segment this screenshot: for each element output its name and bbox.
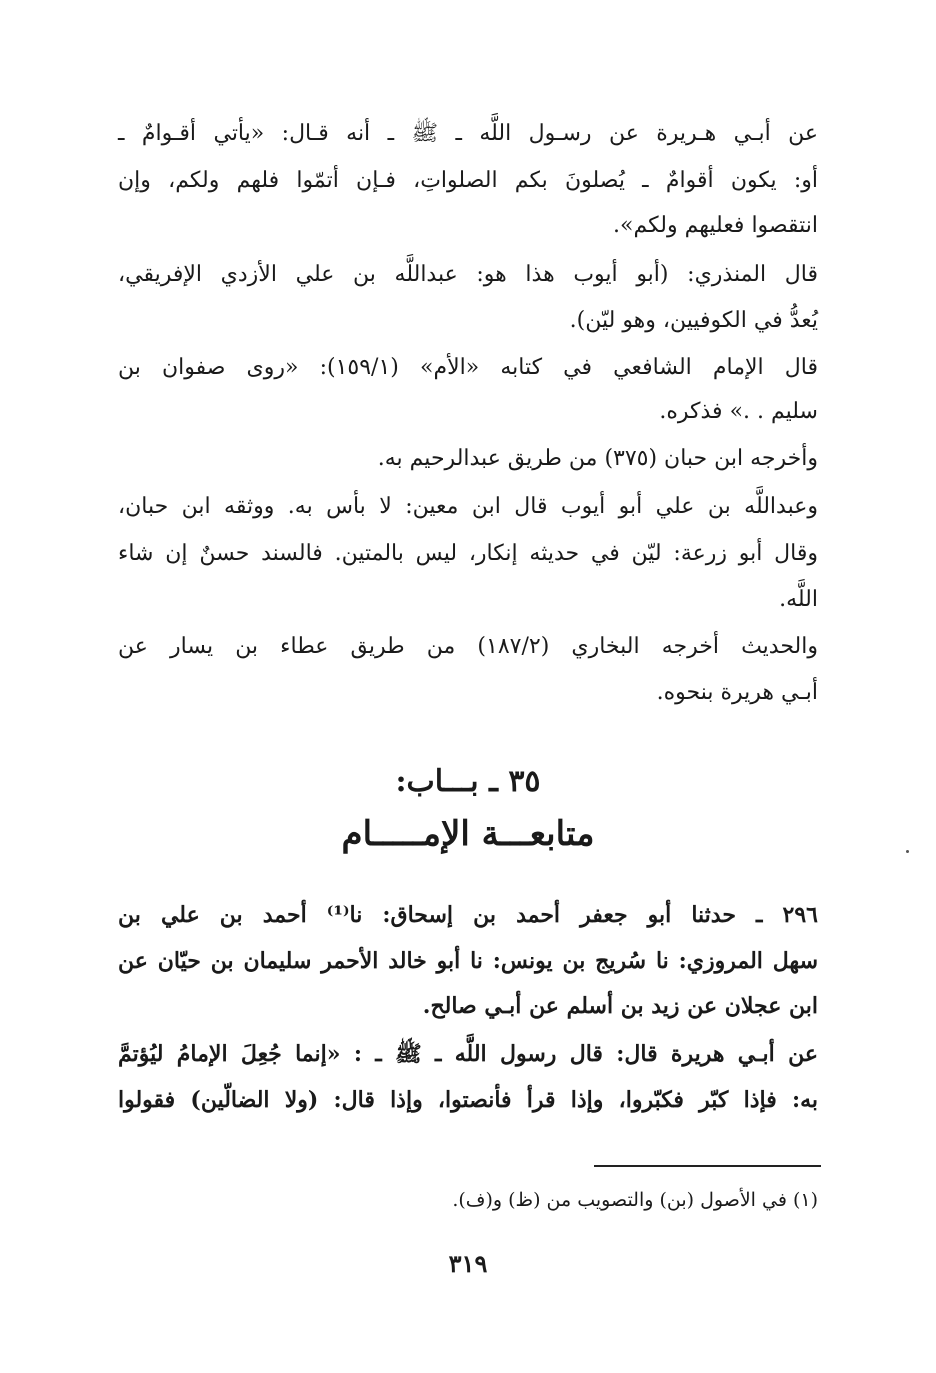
footnote: (١) في الأصول (بن) والتصويب من (ظ) و(ف). <box>452 1189 818 1211</box>
text-line: قال الإمام الشافعي في كتابه «الأم» (١٥٩/١): «روى صفوان بن <box>118 355 818 380</box>
text-line: عن أبـي هـريرة عن رسـول اللَّه ـ ﷺ ـ أنه قـال: «يأتي أقـوامٌ ـ <box>118 121 818 146</box>
hadith-text-line: به: فإذا كبّر فكبّروا، وإذا قرأ فأنصتوا، وإذا قال: (ولا الضالّين) فقولوا <box>118 1087 818 1113</box>
hadith-text-line: عن أبـي هريرة قال: قال رسول اللَّه ـ ﷺ ـ : «إنما جُعِلَ الإمامُ ليُؤتمَّ <box>118 1041 818 1067</box>
footnote-divider <box>594 1165 821 1167</box>
text-line: انتقصوا فعليهم ولكم». <box>613 213 818 238</box>
text-line: يُعدُّ في الكوفيين، وهو ليّن). <box>569 308 818 333</box>
hadith-line: ابن عجلان عن زيد بن أسلم عن أبـي صالح. <box>422 993 818 1019</box>
scan-speck <box>906 850 909 853</box>
text-line: سليم . .» فذكره. <box>659 399 818 424</box>
text-line: والحديث أخرجه البخاري (١٨٧/٢) من طريق عطاء بن يسار عن <box>118 634 818 659</box>
text-line: اللَّه. <box>779 587 818 612</box>
text-line: وأخرجه ابن حبان (٣٧٥) من طريق عبدالرحيم به. <box>377 446 818 471</box>
text-line: وقال أبو زرعة: ليّن في حديثه إنكار، ليس بالمتين. فالسند حسنٌ إن شاء <box>118 541 818 566</box>
text-line: قال المنذري: (أبو أيوب هذا هو: عبداللَّه بن علي الأزدي الإفريقي، <box>118 262 818 287</box>
chapter-title: متابعـــة الإمـــــام <box>341 814 595 854</box>
text-line: أو: يكون أقوامٌ ـ يُصلونَ بكم الصلواتِ، فـإن أتمّوا فلهم ولكم، وإن <box>118 168 818 193</box>
page-number: ٣١٩ <box>448 1249 488 1278</box>
text-line: وعبداللَّه بن علي أبو أيوب قال ابن معين: لا بأس به. ووثقه ابن حبان، <box>118 494 818 519</box>
text-line: أبـي هريرة بنحوه. <box>656 680 818 705</box>
hadith-line: ٢٩٦ ـ حدثنا أبو جعفر أحمد بن إسحاق: نا⁽¹⁾ أحمد بن علي بن <box>118 902 818 928</box>
chapter-heading: ٣٥ ـ بـــاب: <box>395 764 541 799</box>
hadith-line: سهل المروزي: نا سُريج بن يونس: نا أبو خالد الأحمر سليمان بن حيّان عن <box>118 948 818 974</box>
